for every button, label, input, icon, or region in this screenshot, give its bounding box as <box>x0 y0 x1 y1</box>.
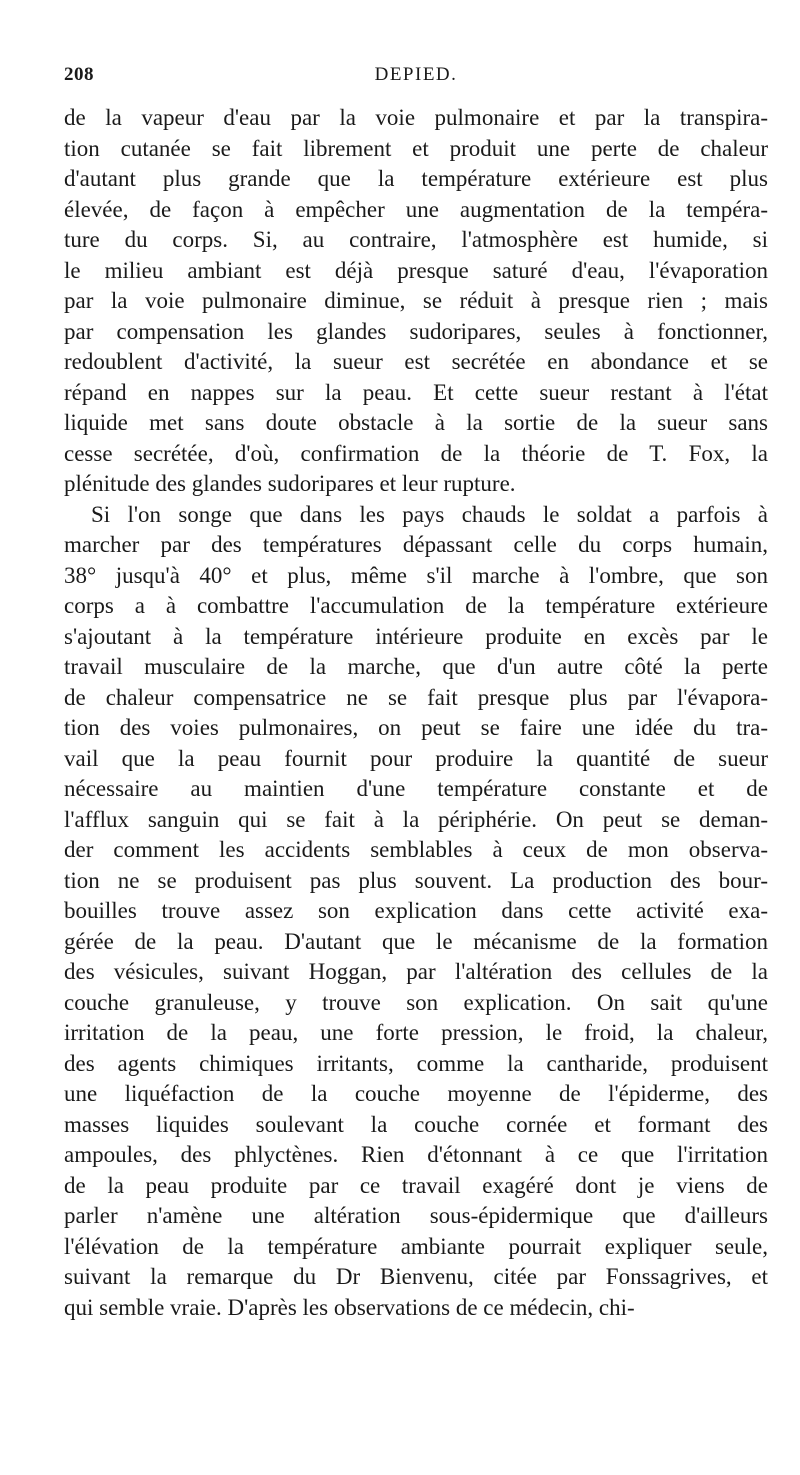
text-line: der comment les accidents semblables à ceux de mon observa- <box>64 837 768 862</box>
text-line: l'élévation de la température ambiante pourrait expliquer seule, <box>64 1233 768 1259</box>
page-number: 208 <box>64 64 94 85</box>
text-line: par la voie pulmonaire diminue, se réduit à presque rien ; mais <box>64 288 768 313</box>
running-head: DEPIED. <box>374 64 458 85</box>
text-line: travail musculaire de la marche, que d'un autre côté la perte <box>64 654 768 679</box>
text-line: de la peau produite par ce travail exagéré dont je viens de <box>64 1172 768 1198</box>
text-line: masses liquides soulevant la couche cornée et formant des <box>64 1111 768 1137</box>
text-line: tion des voies pulmonaires, on peut se faire une idée du tra- <box>64 715 768 740</box>
text-line: corps a à combattre l'accumulation de la température extérieure <box>64 593 768 618</box>
text-line: répand en nappes sur la peau. Et cette sueur restant à l'état <box>64 379 768 405</box>
text-line: des agents chimiques irritants, comme la cantharide, produisent <box>64 1050 768 1076</box>
text-line: de chaleur compensatrice ne se fait presque plus par l'évapora- <box>64 684 768 710</box>
text-line: tion ne se produisent pas plus souvent. La production des bour- <box>64 867 768 893</box>
body-text <box>64 103 768 1323</box>
text-line: de la vapeur d'eau par la voie pulmonaire et par la transpira- <box>64 105 768 130</box>
text-line: cesse secrétée, d'où, confirmation de la théorie de T. Fox, la <box>64 440 768 466</box>
text-line: s'ajoutant à la température intérieure produite en excès par le <box>64 623 768 649</box>
text-line: tion cutanée se fait librement et produit une perte de chaleur <box>64 135 768 161</box>
text-line: couche granuleuse, y trouve son explication. On sait qu'une <box>64 989 768 1015</box>
text-line: parler n'amène une altération sous-épidermique que d'ailleurs <box>64 1203 768 1228</box>
text-line: gérée de la peau. D'autant que le mécanisme de la formation <box>64 928 768 954</box>
text-line: par compensation les glandes sudoripares, seules à fonctionner, <box>64 318 768 344</box>
text-line: marcher par des températures dépassant celle du corps humain, <box>64 532 768 557</box>
text-line: des vésicules, suivant Hoggan, par l'altération des cellules de la <box>64 959 768 984</box>
text-line: 38° jusqu'à 40° et plus, même s'il marche à l'ombre, que son <box>64 562 768 588</box>
text-line: bouilles trouve assez son explication dans cette activité exa- <box>64 898 768 923</box>
text-line: ture du corps. Si, au contraire, l'atmosphère est humide, si <box>64 227 768 252</box>
text-line: suivant la remarque du Dr Bienvenu, citée par Fonssagrives, et <box>64 1264 768 1289</box>
text-line: l'afflux sanguin qui se fait à la périphérie. On peut se deman- <box>64 806 768 832</box>
text-line: une liquéfaction de la couche moyenne de l'épiderme, des <box>64 1081 768 1106</box>
text-line: plénitude des glandes sudoripares et leur rupture. <box>64 471 516 496</box>
text-line: vail que la peau fournit pour produire la quantité de sueur <box>64 745 768 771</box>
page-header <box>64 64 768 94</box>
text-line: le milieu ambiant est déjà presque saturé d'eau, l'évaporation <box>64 257 768 283</box>
text-line: Si l'on songe que dans les pays chauds le soldat a parfois à <box>91 501 768 527</box>
text-line: irritation de la peau, une forte pression, le froid, la chaleur, <box>64 1020 768 1045</box>
text-line: d'autant plus grande que la température extérieure est plus <box>64 166 768 191</box>
text-line: ampoules, des phlyctènes. Rien d'étonnant à ce que l'irritation <box>64 1142 768 1167</box>
text-line: redoublent d'activité, la sueur est secrétée en abondance et se <box>64 349 768 374</box>
text-line: élevée, de façon à empêcher une augmentation de la tempéra- <box>64 196 768 222</box>
text-line: nécessaire au maintien d'une température constante et de <box>64 776 768 801</box>
text-line: qui semble vraie. D'après les observations de ce médecin, chi- <box>64 1294 635 1320</box>
text-line: liquide met sans doute obstacle à la sortie de la sueur sans <box>64 410 768 435</box>
